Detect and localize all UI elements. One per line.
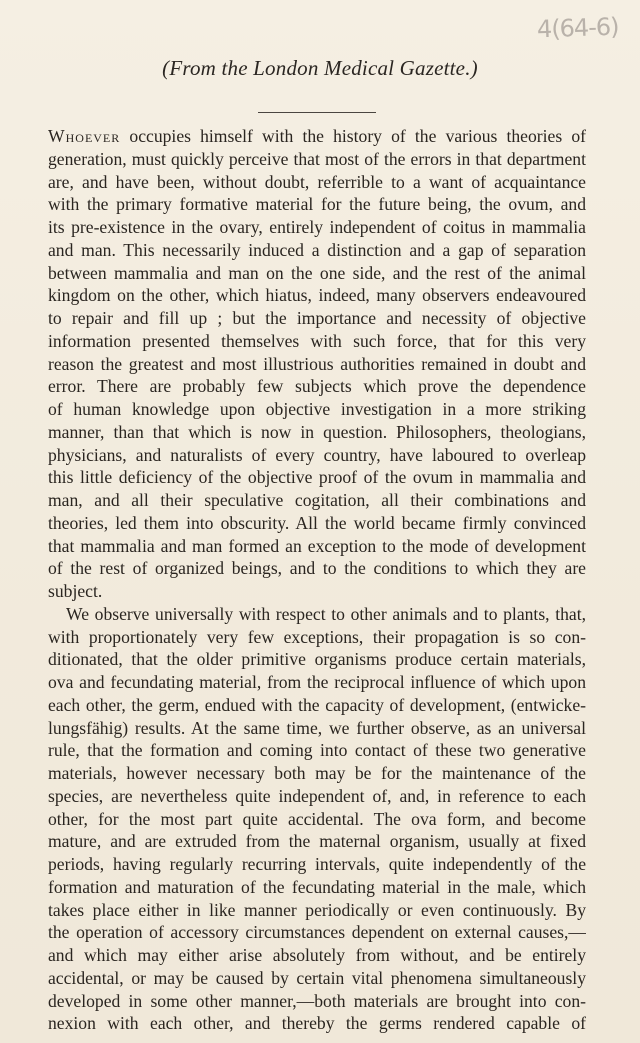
- text-line: ditionated, that the older primitive organisms produce certain materials,: [48, 649, 586, 670]
- source-heading: (From the London Medical Gazette.): [162, 56, 478, 80]
- text-line: manner, than that which is now in question. Philosophers, theologians,: [48, 421, 586, 442]
- text-line: ova and fecundating material, from the reciprocal influence of which upon: [48, 672, 586, 692]
- text-line: subject.: [48, 581, 103, 601]
- opening-word: Whoever: [48, 126, 121, 146]
- text-line: and man. This necessarily induced a distinction and a gap of separation: [48, 239, 586, 260]
- text-line: theories, led them into obscurity. All the world became firmly convinced: [48, 512, 586, 533]
- text-line: species, are nevertheless quite independent of, and, in reference to each: [48, 785, 586, 806]
- body-text: [48, 125, 586, 1035]
- text-line: kingdom on the other, which hiatus, indeed, many observers endeavoured: [48, 285, 586, 306]
- text-line: We observe universally with respect to other animals and to plants, that,: [66, 603, 586, 624]
- text-line: between mammalia and man on the one side, and the rest of the animal: [48, 262, 586, 283]
- text-line: physicians, and naturalists of every country, have laboured to overleap: [48, 444, 586, 465]
- text-line: this little deficiency of the objective proof of the ovum in mammalia and: [48, 467, 586, 488]
- text-line: are, and have been, without doubt, referrible to a want of acquaintance: [48, 171, 586, 192]
- text-line: [48, 125, 586, 148]
- text-line: to repair and fill up ; but the importance and necessity of objective: [48, 308, 586, 328]
- text-line: and which may either arise absolutely from without, and be entirely: [48, 945, 586, 965]
- text-line: reason the greatest and most illustrious authorities remained in doubt and: [48, 353, 586, 374]
- text-line: of the rest of organized beings, and to the conditions to which they are: [48, 558, 586, 579]
- text-line: generation, must quickly perceive that most of the errors in that department: [48, 148, 586, 169]
- text-line: error. There are probably few subjects which prove the dependence: [48, 376, 586, 397]
- text-line: of human knowledge upon objective investigation in a more striking: [48, 399, 586, 419]
- text-line: that mammalia and man formed an exception to the mode of development: [48, 535, 586, 556]
- text-line: rule, that the formation and coming into contact of these two generative: [48, 740, 586, 761]
- text-line: information presented themselves with such force, that for this very: [48, 330, 586, 351]
- text-line: each other, the germ, endued with the capacity of development, (entwicke-: [48, 694, 586, 715]
- text-line: nexion with each other, and thereby the germs rendered capable of: [48, 1013, 586, 1034]
- text-line: mature, and are extruded from the maternal organism, usually at fixed: [48, 831, 586, 852]
- text-line: lungsfähig) results. At the same time, we further observe, as an universal: [48, 717, 586, 738]
- heading-rule: [258, 112, 376, 113]
- text-line: man, and all their speculative cogitation, all their combinations and: [48, 490, 586, 510]
- text-line: with proportionately very few exceptions, their propagation is so con-: [48, 626, 586, 647]
- text-line: periods, having regularly recurring intervals, quite independently of the: [48, 854, 586, 874]
- handwritten-shelfmark: 4(64-6): [536, 12, 619, 44]
- text-line: materials, however necessary both may be for the maintenance of the: [48, 763, 586, 783]
- text-line: the operation of accessory circumstances dependent on external causes,—: [48, 922, 586, 943]
- text-line-content: occupies himself with the history of the various theories of: [120, 126, 586, 146]
- text-line: developed in some other manner,—both materials are brought into con-: [48, 990, 586, 1011]
- text-line: formation and maturation of the fecundating material in the male, which: [48, 876, 586, 897]
- text-line: accidental, or may be caused by certain vital phenomena simultaneously: [48, 967, 586, 988]
- text-line: its pre-existence in the ovary, entirely independent of coitus in mammalia: [48, 217, 586, 237]
- text-line: takes place either in like manner periodically or even continuously. By: [48, 899, 586, 920]
- text-line: with the primary formative material for the future being, the ovum, and: [48, 194, 586, 215]
- text-line: other, for the most part quite accidental. The ova form, and become: [48, 808, 586, 829]
